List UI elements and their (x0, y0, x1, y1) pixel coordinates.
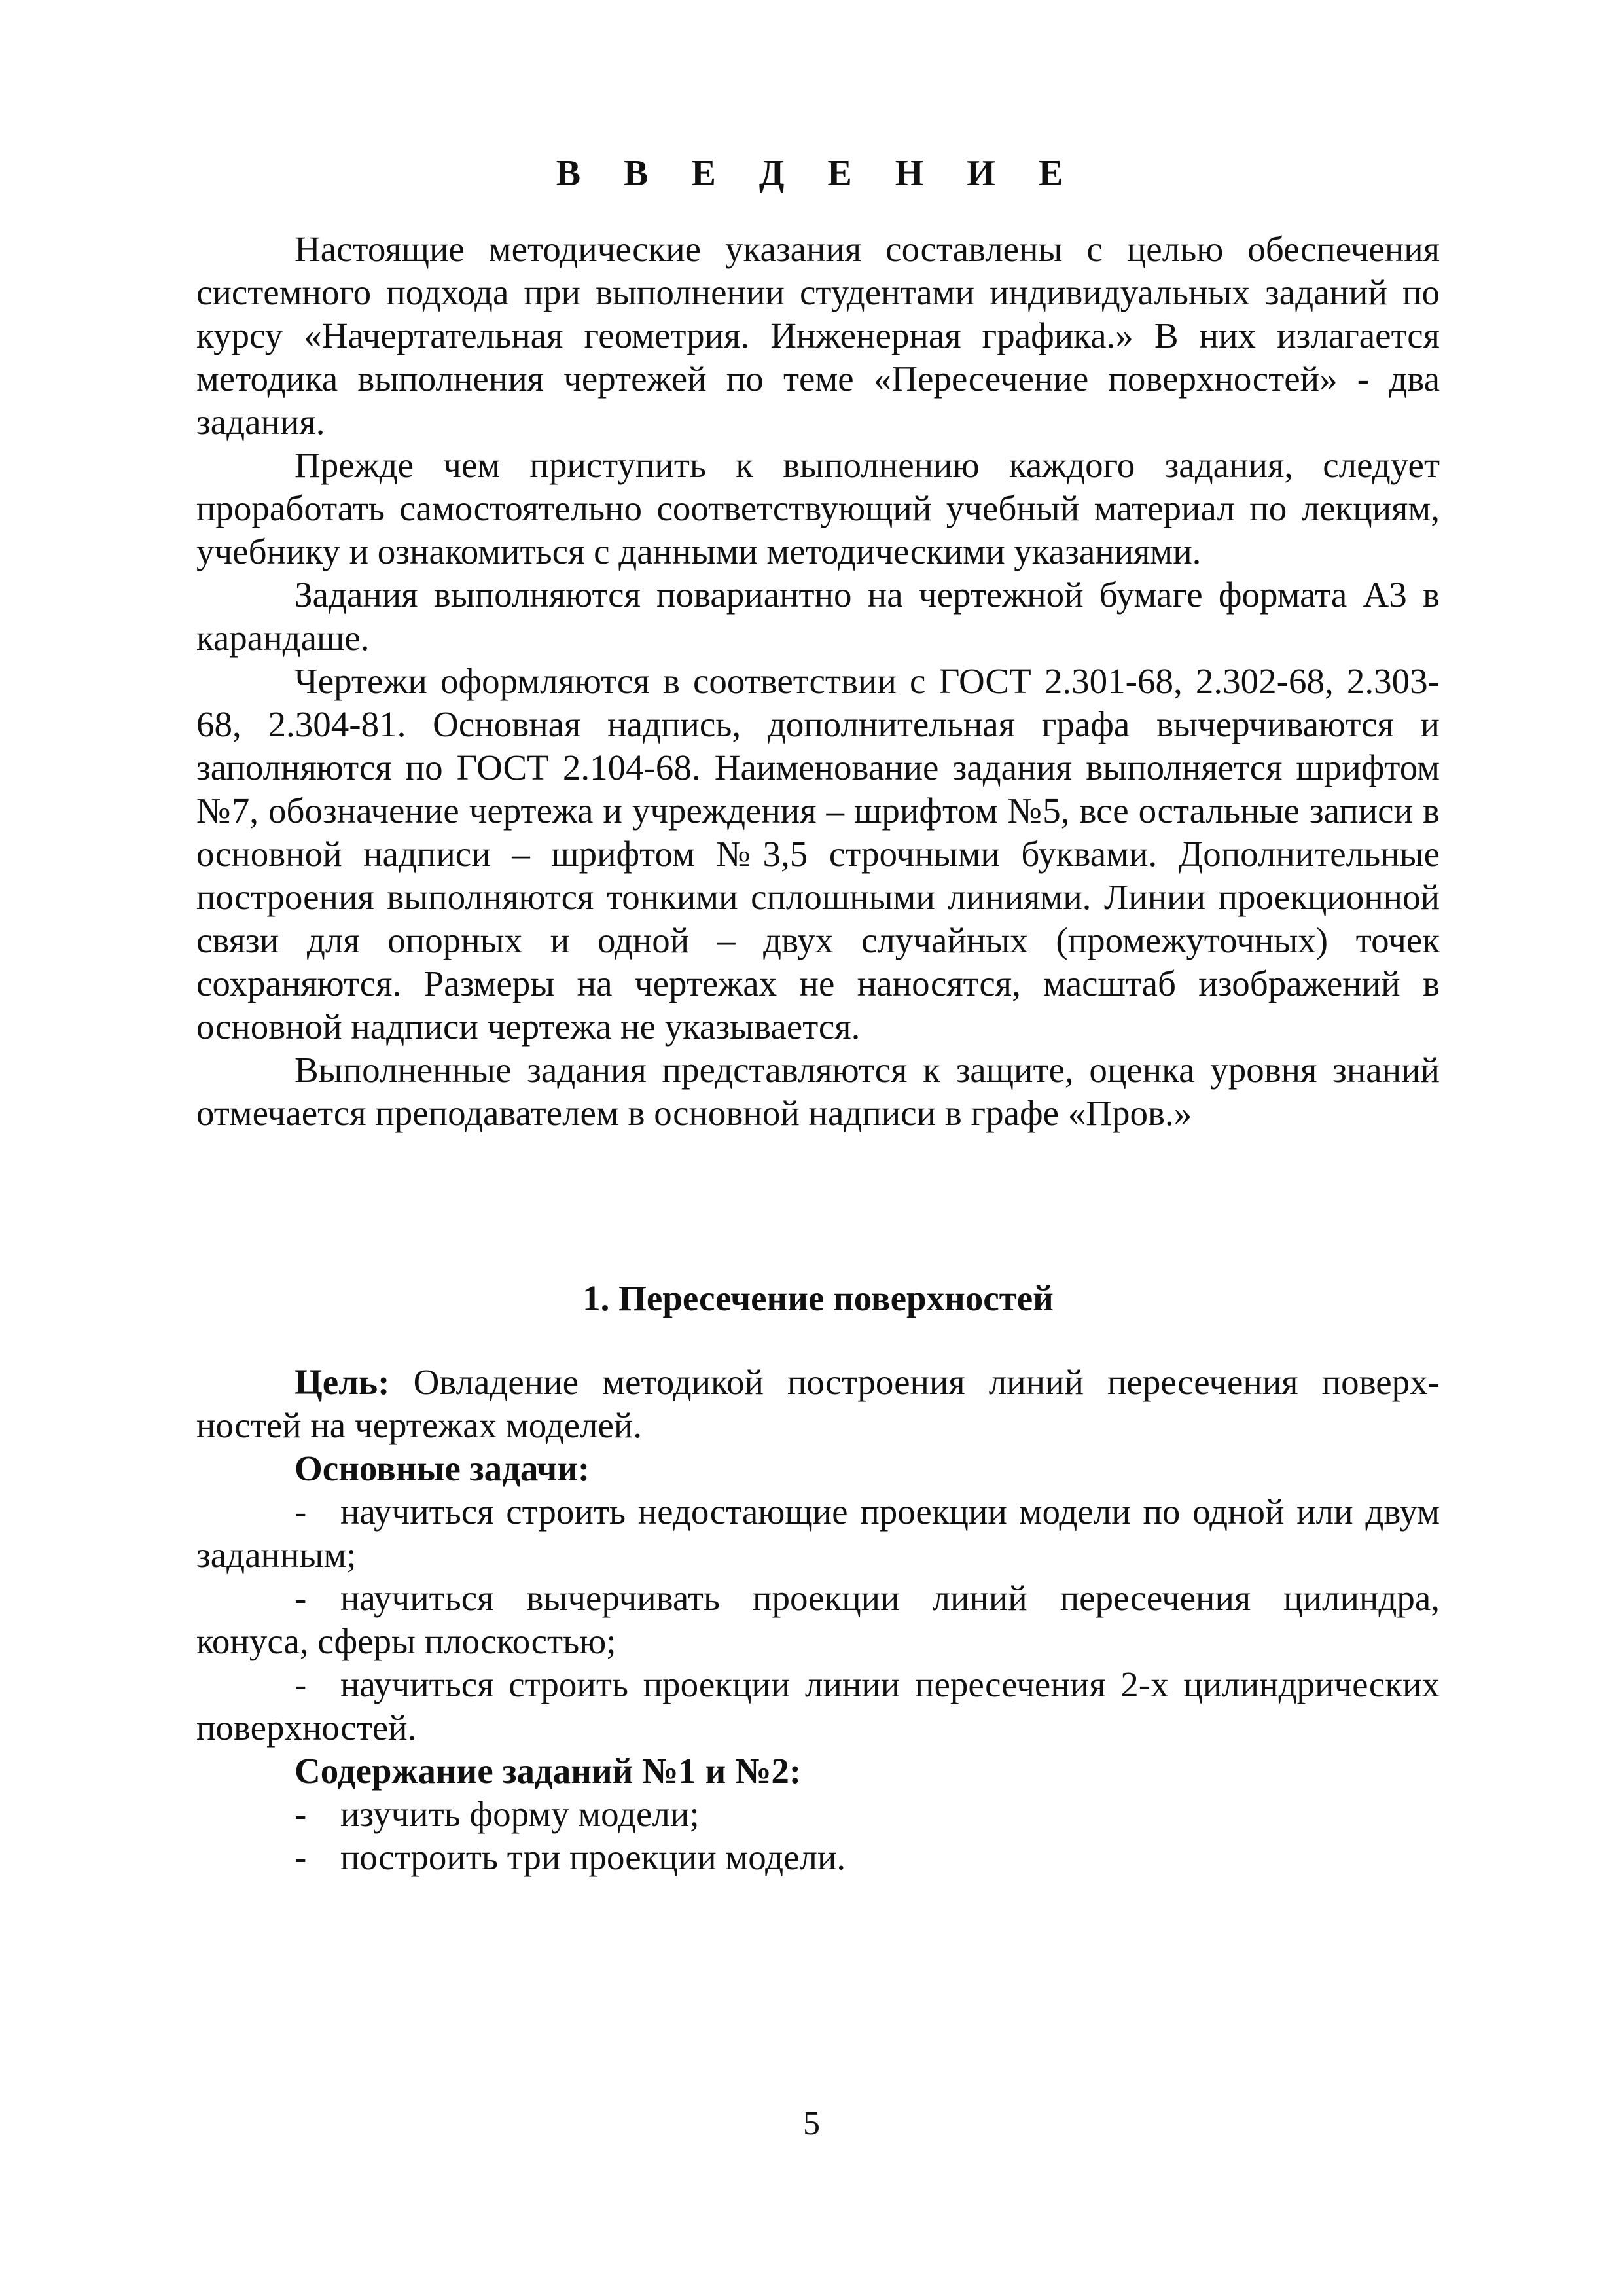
dash-marker: - (294, 1664, 307, 1704)
intro-paragraph-3: Задания выполняются повариантно на чертежной бумаге формата А3 в карандаше. (196, 575, 1440, 658)
goal-text: Овладение методикой построения линий пересечения поверхностей на чертежах моделей. (196, 1362, 1440, 1445)
task-item-2 (196, 1577, 1440, 1663)
content-item-2 (196, 1836, 1440, 1879)
intro-title: В В Е Д Е Н И Е (556, 153, 1080, 194)
task-item-1 (196, 1490, 1440, 1577)
task-text: научиться строить недостающие проекции модели по одной или двум заданным; (196, 1492, 1440, 1575)
task-item-3 (196, 1663, 1440, 1749)
content-item-1 (196, 1793, 1440, 1836)
intro-paragraph-5: Выполненные задания представляются к защите, оценка уровня знаний отмечается преподавателем в основной надписи в графе «Пров.» (196, 1050, 1440, 1133)
content-text: построить три проекции модели. (340, 1837, 846, 1877)
page-number: 5 (803, 2105, 820, 2142)
tasks-heading: Основные задачи: (294, 1448, 590, 1488)
intro-paragraph-4: Чертежи оформляются в соответствии с ГОСТ 2.301-68, 2.302-68, 2.303-68, 2.304-81. Основная надпись, дополнительная графа вычерчиваются и заполняются по ГОСТ 2.104-68. Наименование задания выполняется шрифтом №7, обозначение чертежа и учреждения – шрифтом №5, все остальные записи в основной надписи – шрифтом №3,5 строчными буквами. Дополнительные построения выполняются тонкими сплошными линиями. Линии проекционной связи для опорных и одной – двух случайных (промежуточных) точек сохраняются. Размеры на чертежах не наносятся, масштаб изображений в основной надписи чертежа не указывается. (196, 661, 1440, 1047)
dash-marker: - (294, 1492, 307, 1532)
task-text: научиться вычерчивать проекции линий пересечения цилиндра, конуса, сферы плоскостью; (196, 1578, 1440, 1661)
goal-label: Цель: (294, 1362, 390, 1402)
intro-paragraph-2: Прежде чем приступить к выполнению каждого задания, следует проработать самостоятельно соответствующий учебный материал по лекциям, учебнику и ознакомиться с данными методическими указаниями. (196, 445, 1440, 571)
contents-heading: Содержание заданий №1 и №2: (294, 1751, 802, 1791)
dash-marker: - (294, 1578, 307, 1618)
task-text: научиться строить проекции линии пересечения 2-х цилиндрических поверхностей. (196, 1664, 1440, 1748)
dash-marker: - (294, 1837, 307, 1877)
section-title: 1. Пересечение поверхностей (582, 1278, 1054, 1318)
intro-paragraph-1: Настоящие методические указания составлены с целью обеспечения системного подхода при выполнении студентами индивидуальных заданий по курсу «Начертательная геометрия. Инженерная графика.» В них излагается методика выполнения чертежей по теме «Пересечение поверхностей» - два задания. (196, 229, 1440, 442)
content-text: изучить форму модели; (340, 1794, 700, 1834)
dash-marker: - (294, 1794, 307, 1834)
page-content (196, 151, 1440, 1879)
goal-paragraph (196, 1361, 1440, 1447)
